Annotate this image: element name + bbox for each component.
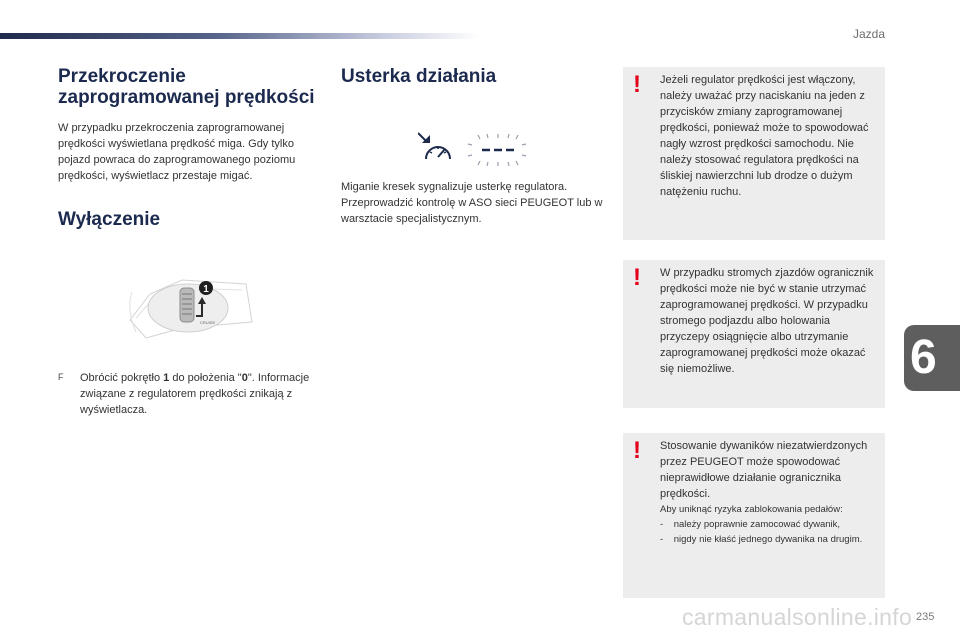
bullet-marker: F [58, 372, 64, 382]
warning-note: Aby uniknąć ryzyka zablokowania pedałów: [660, 504, 843, 515]
page-number: 235 [916, 611, 935, 623]
heading-overspeed: Przekroczenie zaprogramowanej prędkości [58, 66, 315, 108]
warning-text: W przypadku stromych zjazdów ogranicznik prędkości może nie być w stanie utrzymać zaprogramowanej prędkości. W przypadku stromego podjazdu albo holowania przyczepy osiągnięcie albo utrzymanie zaprogramowanej prędkości może okazać się niemożliwe. [660, 267, 874, 375]
switch-off-paragraph: Obrócić pokrętło 1 do położenia "0". Informacje związane z regulatorem prędkości znikają z wyświetlacza. [80, 372, 310, 416]
warning-text: Jeżeli regulator prędkości jest włączony, należy uważać przy naciskaniu na jeden z przycisków zmiany zaprogramowanej prędkości, ponieważ może to spowodować nagły wzrost prędkości samochodu. Nie należy stosować regulatora prędkości na śliskiej nawierzchni lub drodze o dużym natężeniu ruchu. [660, 74, 869, 198]
warning-box-steep-slopes [623, 260, 885, 408]
malfunction-paragraph: Miganie kresek sygnalizuje usterkę regulatora. Przeprowadzić kontrolę w ASO sieci PEUGEOT lub w warsztacie specjalistycznym. [341, 181, 603, 225]
warning-text: Stosowanie dywaników niezatwierdzonych przez PEUGEOT może spowodować nieprawidłowe działanie ogranicznika prędkości. [660, 440, 868, 500]
header-gradient-bar [0, 33, 480, 39]
warning-icon: ! [633, 71, 641, 98]
list-item: - należy poprawnie zamocować dywanik, [660, 519, 841, 530]
warning-icon: ! [633, 264, 641, 291]
speedometer-fault-icon [418, 129, 528, 167]
watermark: carmanualsonline.info [682, 604, 913, 630]
section-title: Jazda [852, 27, 885, 41]
knob-number-label: 1 [203, 284, 209, 295]
warning-box-cruise-buttons [623, 67, 885, 240]
warning-box-floor-mats [623, 433, 885, 598]
warning-content [660, 438, 882, 547]
chapter-tab: 6 [904, 325, 960, 391]
warning-icon: ! [633, 437, 641, 464]
cruise-control-stalk-illustration [122, 262, 254, 344]
heading-switch-off: Wyłączenie [58, 209, 161, 230]
knob-cruise-label: CRUISE [200, 320, 216, 325]
overspeed-paragraph: W przypadku przekroczenia zaprogramowanej prędkości wyświetlana prędkość miga. Gdy tylko pojazd powraca do zaprogramowanego poziomu prędkości, wyświetlacz przestaje migać. [58, 122, 296, 182]
list-item: - nigdy nie kłaść jednego dywanika na drugim. [660, 534, 863, 545]
heading-malfunction: Usterka działania [341, 66, 497, 87]
